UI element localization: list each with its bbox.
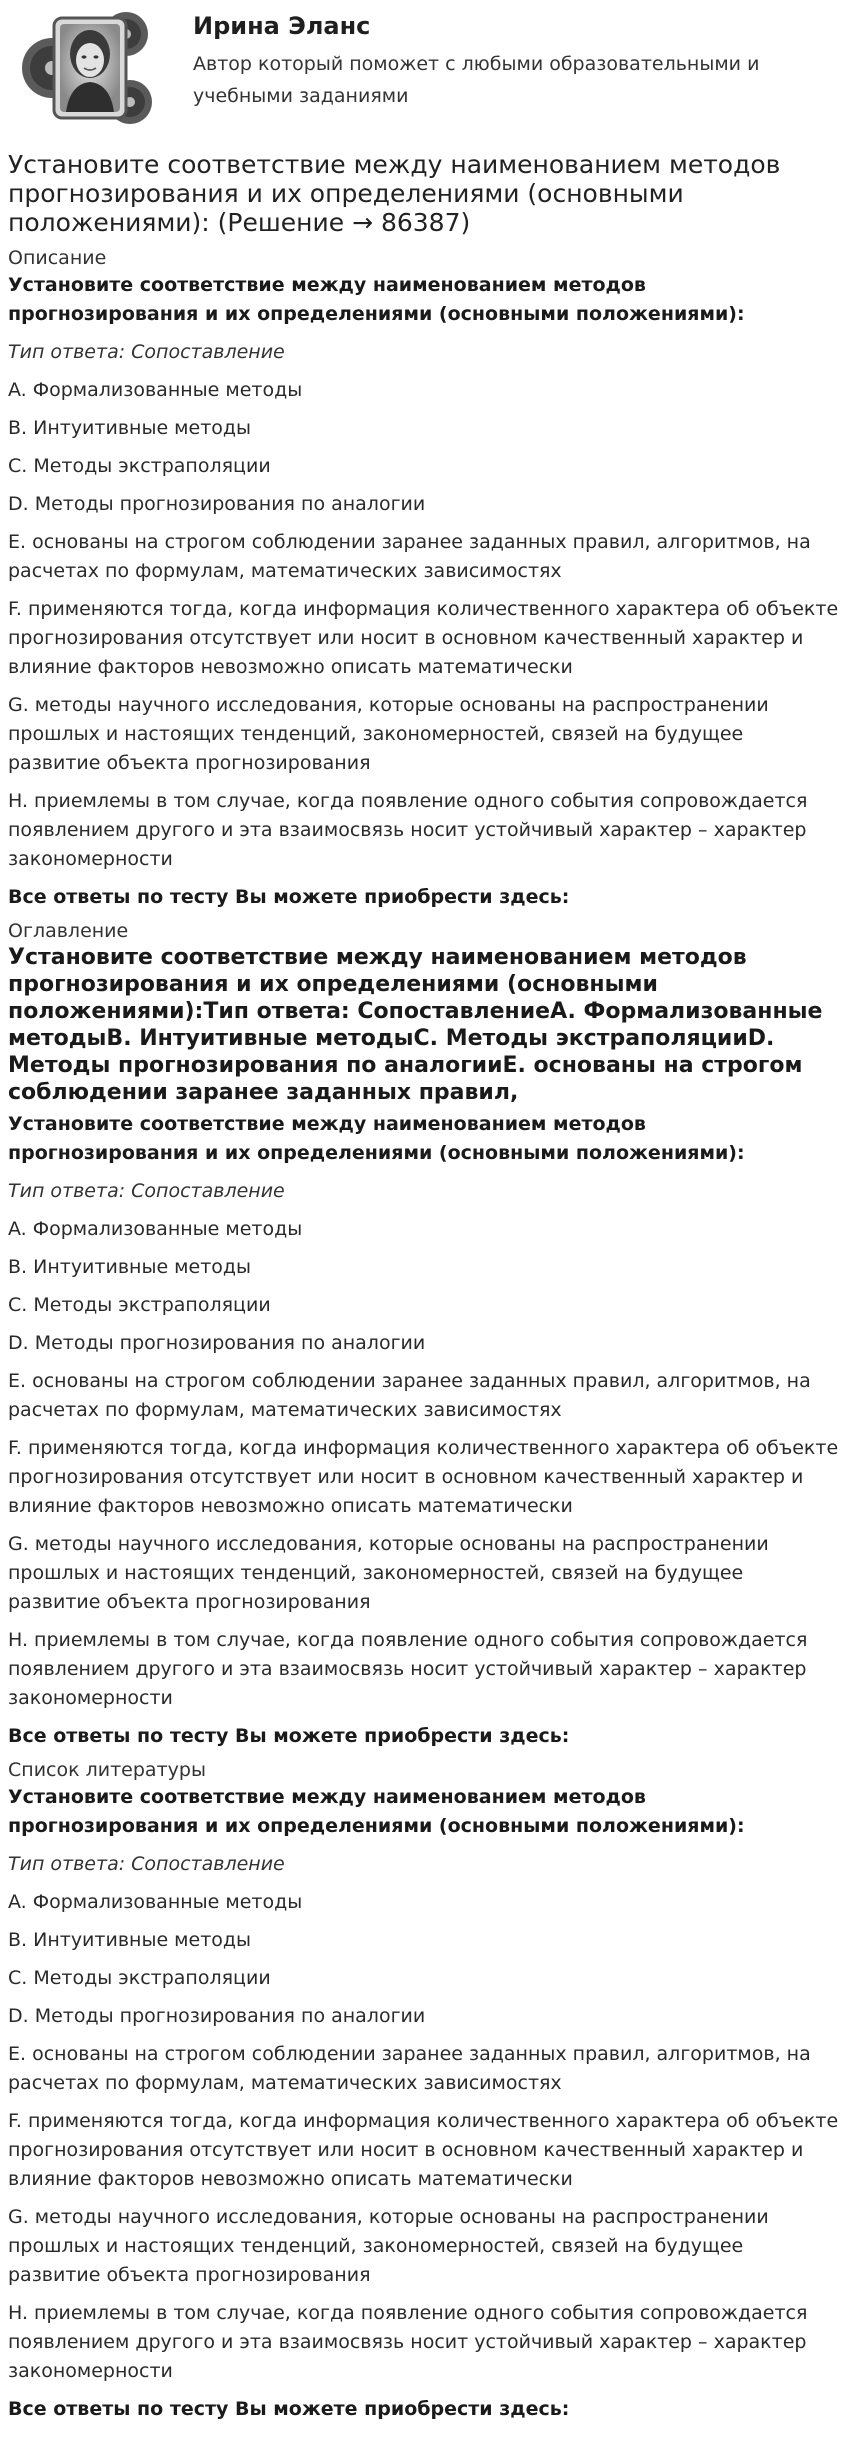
buy-link-text: Все ответы по тесту Вы можете приобрести здесь: <box>8 2398 570 2420</box>
list-item: D. Методы прогнозирования по аналогии <box>8 1332 426 1354</box>
toc-section <box>8 918 839 1751</box>
description-section <box>8 245 839 912</box>
question-text: Установите соответствие между наименованием методов прогнозирования и их определениями (основными положениями): <box>8 274 745 325</box>
list-item: G. методы научного исследования, которые основаны на распространении прошлых и настоящих тенденций, закономерностей, связей на будущее развитие объекта прогнозирования <box>8 2206 769 2286</box>
list-item: A. Формализованные методы <box>8 1218 303 1240</box>
list-item: H. приемлемы в том случае, когда появление одного события сопровождается появлением другого и эта взаимосвязь носит устойчивый характер – характер закономерности <box>8 2302 808 2382</box>
question-text: Установите соответствие между наименованием методов прогнозирования и их определениями (основными положениями): <box>8 1786 745 1837</box>
author-description: Автор который поможет с любыми образовательными и учебными заданиями <box>193 53 760 107</box>
list-item: G. методы научного исследования, которые основаны на распространении прошлых и настоящих тенденций, закономерностей, связей на будущее развитие объекта прогнозирования <box>8 694 769 774</box>
avatar-photo-icon[interactable] <box>18 8 160 128</box>
list-item: F. применяются тогда, когда информация количественного характера об объекте прогнозирования отсутствует или носит в основном качественный характер и влияние факторов невозможно описать математически <box>8 598 839 678</box>
list-item: B. Интуитивные методы <box>8 1256 252 1278</box>
section-label-references: Список литературы <box>8 1759 206 1781</box>
buy-link-text: Все ответы по тесту Вы можете приобрести здесь: <box>8 1725 570 1747</box>
answer-type: Тип ответа: Сопоставление <box>8 341 285 363</box>
list-item: H. приемлемы в том случае, когда появление одного события сопровождается появлением другого и эта взаимосвязь носит устойчивый характер – характер закономерности <box>8 790 808 870</box>
list-item: B. Интуитивные методы <box>8 417 252 439</box>
author-name[interactable]: Ирина Эланс <box>193 12 371 40</box>
section-label-description: Описание <box>8 247 107 269</box>
list-item: E. основаны на строгом соблюдении заранее заданных правил, алгоритмов, на расчетах по формулам, математических зависимостях <box>8 1370 811 1421</box>
list-item: A. Формализованные методы <box>8 1891 303 1913</box>
answer-type: Тип ответа: Сопоставление <box>8 1180 285 1202</box>
list-item: G. методы научного исследования, которые основаны на распространении прошлых и настоящих тенденций, закономерностей, связей на будущее развитие объекта прогнозирования <box>8 1533 769 1613</box>
author-header <box>8 0 839 140</box>
list-item: C. Методы экстраполяции <box>8 1294 271 1316</box>
references-section <box>8 1757 839 2424</box>
list-item: H. приемлемы в том случае, когда появление одного события сопровождается появлением другого и эта взаимосвязь носит устойчивый характер – характер закономерности <box>8 1629 808 1709</box>
list-item: D. Методы прогнозирования по аналогии <box>8 493 426 515</box>
list-item: B. Интуитивные методы <box>8 1929 252 1951</box>
toc-heading: Установите соответствие между наименованием методов прогнозирования и их определениями (основными положениями):Тип ответа: СопоставлениеA. Формализованные методыB. Интуитивные методыC. Методы экстраполяцииD. Методы прогнозирования по аналогииE. основаны на строгом соблюдении заранее заданных правил, <box>8 945 823 1105</box>
list-item: A. Формализованные методы <box>8 379 303 401</box>
list-item: D. Методы прогнозирования по аналогии <box>8 2005 426 2027</box>
buy-link-text: Все ответы по тесту Вы можете приобрести здесь: <box>8 886 570 908</box>
question-text: Установите соответствие между наименованием методов прогнозирования и их определениями (основными положениями): <box>8 1113 745 1164</box>
list-item: F. применяются тогда, когда информация количественного характера об объекте прогнозирования отсутствует или носит в основном качественный характер и влияние факторов невозможно описать математически <box>8 1437 839 1517</box>
answer-type: Тип ответа: Сопоставление <box>8 1853 285 1875</box>
list-item: C. Методы экстраполяции <box>8 1967 271 1989</box>
list-item: F. применяются тогда, когда информация количественного характера об объекте прогнозирования отсутствует или носит в основном качественный характер и влияние факторов невозможно описать математически <box>8 2110 839 2190</box>
list-item: E. основаны на строгом соблюдении заранее заданных правил, алгоритмов, на расчетах по формулам, математических зависимостях <box>8 531 811 582</box>
list-item: E. основаны на строгом соблюдении заранее заданных правил, алгоритмов, на расчетах по формулам, математических зависимостях <box>8 2043 811 2094</box>
list-item: C. Методы экстраполяции <box>8 455 271 477</box>
section-label-toc: Оглавление <box>8 920 129 942</box>
page-title: Установите соответствие между наименованием методов прогнозирования и их определениями (основными положениями): (Решение → 86387) <box>8 150 781 237</box>
